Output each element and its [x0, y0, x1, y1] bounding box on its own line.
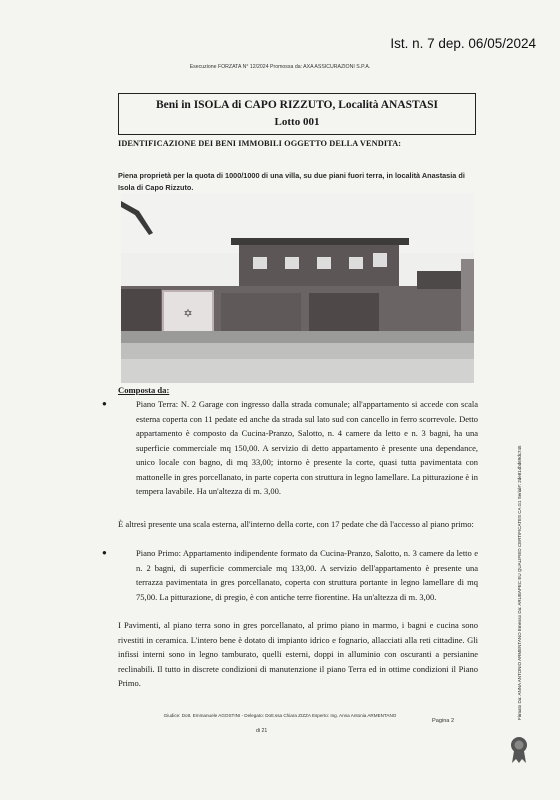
- property-photo: [121, 193, 474, 383]
- piano-terra-text: Piano Terra: N. 2 Garage con ingresso dalla strada comunale; all'appartamento si accede con scala esterna coperta con 11 pedate ed anche da strada sul lato sud con cancello in ferro scorrevole. Detto appartamento è composto da Cucina-Pranzo, Salotto, n. 4 camere da letto e n. 3 bagni, ha una superficie commerciale mq 150,00. A servizio di detto appartamento è presente una dependance, unico locale con bagno, di mq 33,00; intorno è presente la corte, quasi tutta pavimentata con mattonelle in gres porcellanato, in parte coperta con struttura in legno lamellare. La pitturazione è in tempera lavabile. Ha un'altezza di m. 3,00.: [136, 399, 478, 496]
- piano-terra-paragraph: [102, 397, 478, 499]
- registration-stamp: Ist. n. 7 dep. 06/05/2024: [390, 36, 536, 51]
- piano-primo-text: Piano Primo: Appartamento indipendente formato da Cucina-Pranzo, Salotto, n. 3 camere da letto e n. 2 bagni, di superficie commerciale mq 133,00. A servizio dell'appartamento è presente una terrazza pavimentata in gres porcellanato, coperta con struttura portante in legno lamellare di mq 75,00. La pitturazione, di pregio, è con antiche terre fiorentine. Ha un'altezza di m. 3,00.: [136, 548, 478, 602]
- bullet-icon: ●: [102, 548, 107, 557]
- intro-paragraph: Piena proprietà per la quota di 1000/1000 di una villa, su due piani fuori terra, in località Anastasia di Isola di Capo Rizzuto.: [118, 171, 465, 192]
- execution-header: Esecuzione FORZATA N° 12/2024 Promossa da: AXA ASSICURAZIONI S.P.A.: [189, 64, 371, 70]
- piano-primo-paragraph: [102, 546, 478, 604]
- title-box: [118, 93, 476, 135]
- composta-heading: Composta da:: [118, 385, 170, 395]
- page-total: di 21: [256, 728, 268, 734]
- page-number: Pagina 2: [432, 718, 455, 724]
- svg-text:✡: ✡: [183, 307, 193, 320]
- section-heading: IDENTIFICAZIONE DEI BENI IMMOBILI OGGETTO DELLA VENDITA:: [118, 139, 402, 148]
- certification-seal-icon: [509, 735, 529, 765]
- pavimenti-paragraph: I Pavimenti, al piano terra sono in gres porcellanato, al primo piano in marmo, i bagni e cucina sono rivestiti in ceramica. L'intero bene è dotato di impianto idrico e fognario, allacciati alla reti cittadine. Gli infissi interni sono in legno tamburato, quelli esterni, doppi in alluminio con oscuranti a persianine reclinabili. Il tutto in discrete condizioni di manutenzione il piano Terra ed in ottime condizioni il Piano Primo.: [118, 620, 478, 688]
- footer-credits: Giudice: Dott. Emmanuele AGOSTINI - Delegato: Dott.ssa Chiara ZIZZA Esperto: Ing. Anna Antonia ARMENTANO: [163, 713, 397, 718]
- digital-signature-text: Firmato Da: ANNA ANTONIO ARMENTANO Emesso Da: ARUBAPEC EU QUALIFIED CERTIFICATES CA G1 Serial#: 2de814bd69dc745: [517, 445, 522, 720]
- lot-title: Lotto 001: [274, 116, 320, 128]
- bullet-icon: ●: [102, 399, 107, 408]
- scala-paragraph: È altresì presente una scala esterna, all'interno della corte, con 17 pedate che dà l'accesso al piano primo:: [118, 519, 474, 529]
- property-title: Beni in ISOLA di CAPO RIZZUTO, Località ANASTASI: [155, 99, 439, 111]
